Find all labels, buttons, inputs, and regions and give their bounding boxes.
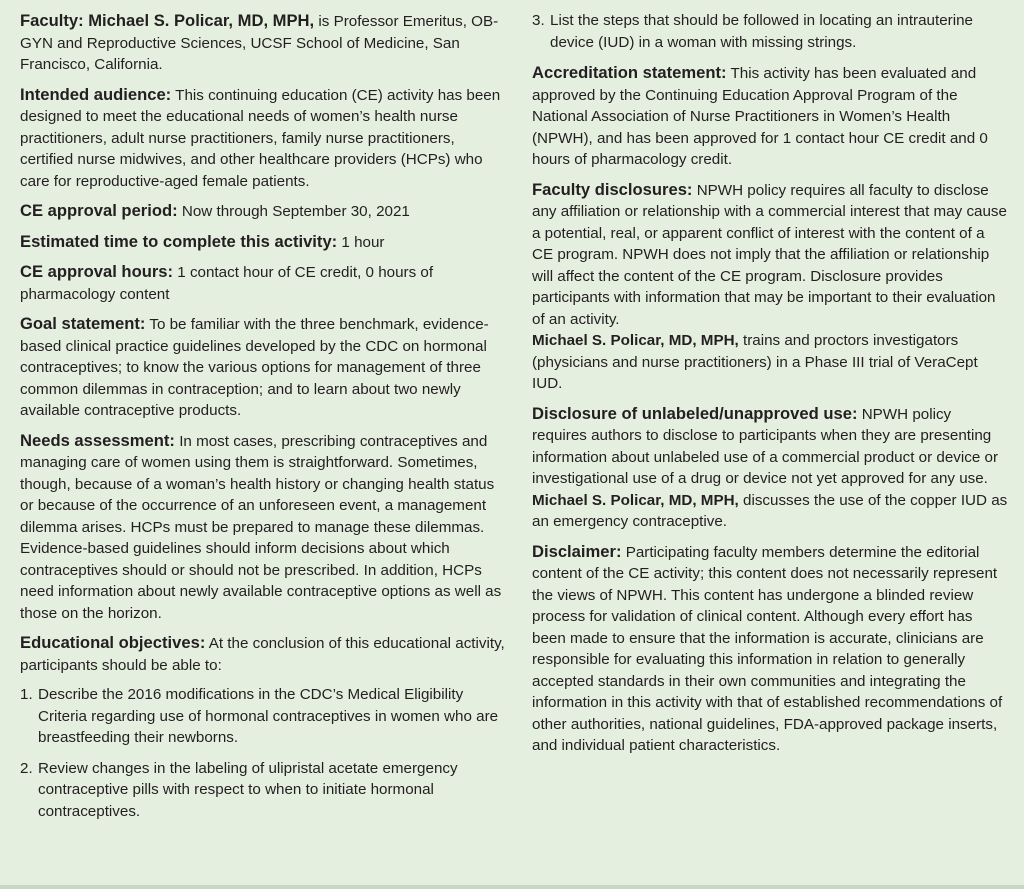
unlabeled-use-section <box>532 403 1008 533</box>
right-column <box>526 10 1008 889</box>
objective-item <box>20 684 506 749</box>
goal-text: To be familiar with the three benchmark, evidence-based clinical practice guidelines developed by the CDC on hormonal contraceptives; to know the various options for management of three common dilemmas in contraception; and to learn about two newly available contraceptive products. <box>20 316 489 419</box>
objective-item <box>532 10 1008 53</box>
needs-section <box>20 430 506 625</box>
approval-period-heading: CE approval period: <box>20 201 178 220</box>
approval-period-text: Now through September 30, 2021 <box>177 203 410 220</box>
disclosure-detail: trains and proctors investigators (physicians and nurse practitioners) in a Phase III trial of VeraCept IUD. <box>532 332 978 392</box>
approval-period-section <box>20 200 506 223</box>
goal-heading: Goal statement: <box>20 314 146 333</box>
needs-heading: Needs assessment: <box>20 430 175 450</box>
faculty-disclosures-text: NPWH policy requires all faculty to disclose any affiliation or relationship with a commercial interest that may cause a potential, real, or apparent conflict of interest with the content of a CE program. NPWH does not imply that the affiliation or relationship will affect the content of the CE program. Disclosure provides participants with information that may be important to their evaluation of an activity. <box>532 181 1007 328</box>
objective-text: Review changes in the labeling of ulipristal acetate emergency contraceptive pills with respect to when to initiate hormonal contraceptives. <box>38 759 458 820</box>
objectives-section <box>20 632 506 676</box>
faculty-heading: Faculty: Michael S. Policar, MD, MPH, <box>20 11 315 30</box>
disclaimer-section <box>532 541 1008 757</box>
objective-item <box>20 758 506 823</box>
faculty-disclosures-heading: Faculty disclosures: <box>532 179 693 199</box>
disclaimer-text: Participating faculty members determine the editorial content of the CE activity; this content does not necessarily represent the views of NPWH. This content has undergone a blinded review process for validation of clinical content. Although every effort has been made to ensure that the information is accurate, clinicians are responsible for evaluating this information in relation to generally accepted standards in their own communities and integrating the information in this activity with that of established recommendations of other authorities, national guidelines, FDA-approved package inserts, and individual patient characteristics. <box>532 543 1003 754</box>
approval-hours-section <box>20 261 506 305</box>
estimated-time-text: 1 hour <box>337 233 385 251</box>
faculty-section <box>20 10 506 76</box>
approval-hours-text: 1 contact hour of CE credit, 0 hours of pharmacology content <box>20 264 434 303</box>
objectives-text: At the conclusion of this educational activity, participants should be able to: <box>20 635 505 674</box>
left-column <box>20 10 506 889</box>
objectives-heading: Educational objectives: <box>20 633 206 652</box>
needs-text: In most cases, prescribing contraceptives and managing care of women using them is straightforward. Sometimes, though, because of a woman’s health history or changing health status or because of the occurrence of an unforeseen event, a management dilemma arises. HCPs must be prepared to manage these dilemmas. Evidence-based guidelines should inform decisions about which contraceptives should or should not be prescribed. In addition, HCPs need information about newly available contraceptive options as well as those on the horizon. <box>20 432 502 622</box>
objective-text: Describe the 2016 modifications in the CDC’s Medical Eligibility Criteria regarding use of hormonal contraceptives in women who are breastfeeding their newborns. <box>38 686 499 746</box>
objective-number: 1. <box>20 686 33 703</box>
objective-text: List the steps that should be followed in locating an intrauterine device (IUD) in a woman with missing strings. <box>550 12 973 51</box>
unlabeled-use-statement <box>532 490 1008 533</box>
accreditation-heading: Accreditation statement: <box>532 63 727 82</box>
estimated-time-section <box>20 231 506 254</box>
unlabeled-detail: discusses the use of the copper IUD as an emergency contraceptive. <box>532 491 1008 530</box>
faculty-disclosure-statement <box>532 330 1008 395</box>
accreditation-section <box>532 62 1008 171</box>
bottom-rule <box>0 885 1024 889</box>
unlabeled-faculty-name: Michael S. Policar, MD, MPH, <box>532 491 739 509</box>
audience-section <box>20 84 506 193</box>
faculty-disclosures-section <box>532 179 1008 395</box>
audience-text: This continuing education (CE) activity has been designed to meet the educational needs of women’s health nurse practitioners, adult nurse practitioners, family nurse practitioners, certified nurse midwives, and other healthcare providers (HCPs) who care for reproductive-aged female patients. <box>20 86 501 190</box>
audience-heading: Intended audience: <box>20 84 172 104</box>
objective-number: 3. <box>532 12 545 29</box>
disclaimer-heading: Disclaimer: <box>532 541 622 561</box>
objective-number: 2. <box>20 759 33 777</box>
faculty-text: is Professor Emeritus, OB-GYN and Reproductive Sciences, UCSF School of Medicine, San Francisco, California. <box>20 13 499 73</box>
disclosure-faculty-name: Michael S. Policar, MD, MPH, <box>532 332 739 349</box>
approval-hours-heading: CE approval hours: <box>20 262 174 281</box>
unlabeled-use-heading: Disclosure of unlabeled/unapproved use: <box>532 403 858 423</box>
estimated-time-heading: Estimated time to complete this activity: <box>20 231 338 251</box>
unlabeled-use-text: NPWH policy requires authors to disclose to participants when they are presenting information about unlabeled use of a commercial product or device or investigational use of a drug or device not yet approved for any use. <box>532 405 999 487</box>
accreditation-text: This activity has been evaluated and approved by the Continuing Education Approval Program of the National Association of Nurse Practitioners in Women’s Health (NPWH), and has been approved for 1 contact hour CE credit and 0 hours of pharmacology credit. <box>532 65 988 168</box>
goal-section <box>20 313 506 422</box>
